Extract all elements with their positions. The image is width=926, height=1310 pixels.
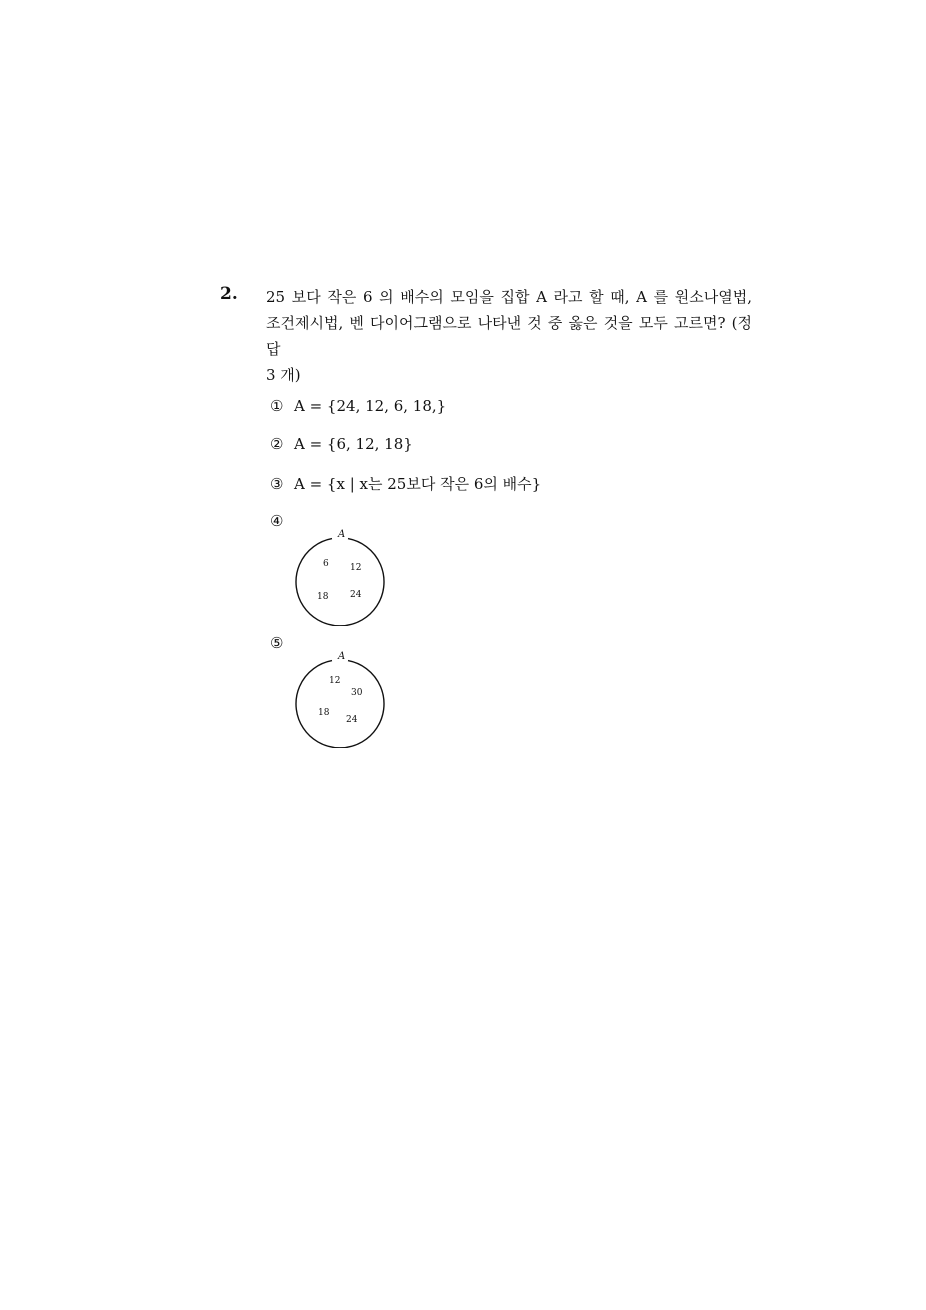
venn-4-element: 18 xyxy=(317,592,329,602)
question-line-1: 25 보다 작은 6 의 배수의 모임을 집합 A 라고 할 때, A 를 원소나열법, xyxy=(266,288,752,306)
venn-5-label: A xyxy=(338,651,346,662)
venn-4-circle xyxy=(296,539,384,626)
choice-4-mark: ④ xyxy=(270,512,284,530)
venn-4-element: 24 xyxy=(350,590,362,600)
question-text xyxy=(266,284,752,388)
question-line-3: 3 개) xyxy=(266,366,301,384)
choice-2[interactable] xyxy=(270,435,413,453)
venn-diagram-4 xyxy=(292,522,388,626)
venn-4-label: A xyxy=(338,529,346,540)
venn-5-element: 18 xyxy=(318,708,330,718)
venn-4-element: 6 xyxy=(323,559,329,569)
venn-5-circle xyxy=(296,661,384,748)
choice-1-mark: ① xyxy=(270,397,284,415)
choice-5-mark: ⑤ xyxy=(270,634,284,652)
choice-1[interactable] xyxy=(270,397,446,415)
choice-3-mark: ③ xyxy=(270,475,284,493)
venn-5-element: 30 xyxy=(351,688,363,698)
choice-4[interactable] xyxy=(270,512,294,530)
choice-2-text: A = {6, 12, 18} xyxy=(294,435,413,453)
choice-1-text: A = {24, 12, 6, 18,} xyxy=(294,397,447,415)
question-line-2: 조건제시법, 벤 다이어그램으로 나타낸 것 중 옳은 것을 모두 고르면? (정답 xyxy=(266,314,752,358)
venn-5-element: 12 xyxy=(329,676,341,686)
choice-2-mark: ② xyxy=(270,435,284,453)
venn-diagram-5 xyxy=(292,644,388,748)
choice-3-text: A = {x | x는 25보다 작은 6의 배수} xyxy=(294,475,542,493)
choice-5[interactable] xyxy=(270,634,294,652)
venn-5-element: 24 xyxy=(346,715,358,725)
venn-4-element: 12 xyxy=(350,563,362,573)
choice-3[interactable] xyxy=(270,473,541,494)
problem-number: 2. xyxy=(220,284,238,304)
